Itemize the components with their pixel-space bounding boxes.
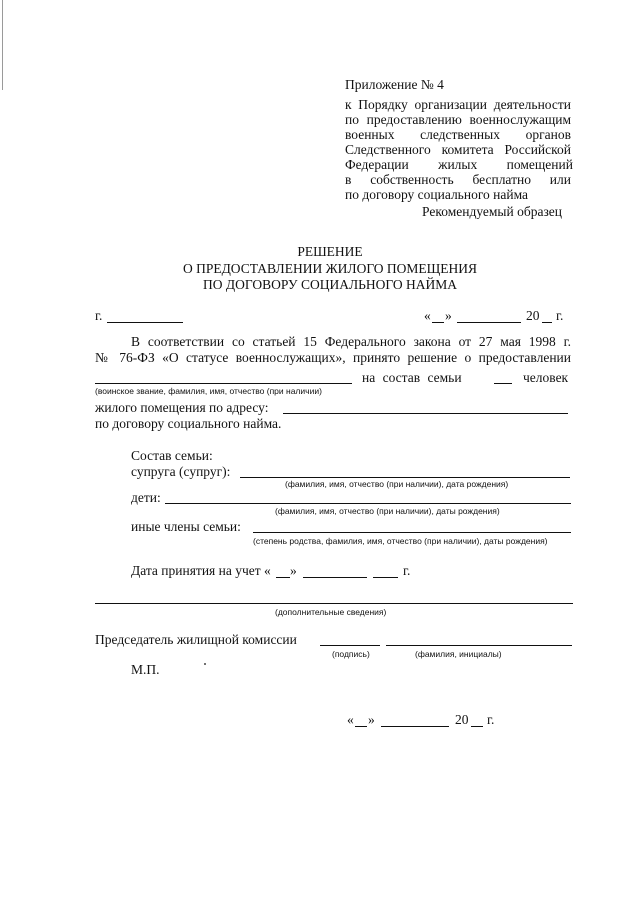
address-field[interactable] <box>283 413 568 414</box>
spouse-label: супруга (супруг): <box>131 464 231 479</box>
bottom-year-field[interactable] <box>471 726 483 727</box>
persons-label: человек <box>523 370 569 385</box>
city-prefix: г. <box>95 308 103 323</box>
address-label: жилого помещения по адресу: <box>95 400 269 415</box>
city-field[interactable] <box>107 322 183 323</box>
appendix-line-5: Федерации жилых помещений <box>345 157 573 172</box>
registration-month-field[interactable] <box>303 577 367 578</box>
children-field[interactable] <box>165 503 571 504</box>
rank-name-caption: (воинское звание, фамилия, имя, отчество (при наличии) <box>95 386 322 396</box>
children-label: дети: <box>131 490 161 505</box>
year-suffix: г. <box>556 308 564 323</box>
family-title: Состав семьи: <box>131 448 213 463</box>
bottom-date-open-quote: « <box>347 712 354 727</box>
sample-note: Рекомендуемый образец <box>422 204 563 219</box>
registration-year-field[interactable] <box>373 577 398 578</box>
signature-field[interactable] <box>320 645 380 646</box>
spouse-caption: (фамилия, имя, отчество (при наличии), дата рождения) <box>285 479 509 489</box>
bottom-day-field[interactable] <box>355 726 367 727</box>
scan-margin-line <box>2 0 3 90</box>
chairman-name-caption: (фамилия, инициалы) <box>415 649 502 659</box>
bottom-year-suffix: г. <box>487 712 495 727</box>
additional-info-field[interactable] <box>95 603 573 604</box>
body-line-1: В соответствии со статьей 15 Федерального закона от 27 мая 1998 г. <box>131 334 571 349</box>
bottom-year-prefix: 20 <box>455 712 469 727</box>
year-field[interactable] <box>542 322 552 323</box>
month-field[interactable] <box>457 322 521 323</box>
date-open-quote: « <box>424 308 431 323</box>
children-caption: (фамилия, имя, отчество (при наличии), даты рождения) <box>275 506 500 516</box>
scan-speck <box>204 663 206 665</box>
bottom-month-field[interactable] <box>381 726 449 727</box>
registration-day-field[interactable] <box>276 577 290 578</box>
body-line-2: № 76-ФЗ «О статусе военнослужащих», принято решение о предоставлении <box>95 350 571 365</box>
family-size-label: на состав семьи <box>362 370 462 385</box>
stamp-label: М.П. <box>131 662 160 677</box>
chairman-name-field[interactable] <box>386 645 572 646</box>
appendix-line-2: по предоставлению военнослужащим <box>345 112 571 127</box>
rank-name-field[interactable] <box>95 383 352 384</box>
heading-line-2: О ПРЕДОСТАВЛЕНИИ ЖИЛОГО ПОМЕЩЕНИЯ <box>182 261 478 276</box>
day-field[interactable] <box>432 322 444 323</box>
others-caption: (степень родства, фамилия, имя, отчество (при наличии), даты рождения) <box>253 536 548 546</box>
spouse-field[interactable] <box>240 477 570 478</box>
appendix-line-7: по договору социального найма <box>345 187 529 202</box>
registration-close-quote: » <box>290 563 297 578</box>
heading-line-1: РЕШЕНИЕ <box>297 244 363 259</box>
appendix-line-1: к Порядку организации деятельности <box>345 97 571 112</box>
additional-info-caption: (дополнительные сведения) <box>275 607 387 617</box>
heading-line-3: ПО ДОГОВОРУ СОЦИАЛЬНОГО НАЙМА <box>203 277 457 292</box>
signature-caption: (подпись) <box>332 649 370 659</box>
others-label: иные члены семьи: <box>131 519 241 534</box>
others-field[interactable] <box>253 532 571 533</box>
year-prefix: 20 <box>526 308 540 323</box>
appendix-line-6: в собственность бесплатно или <box>345 172 571 187</box>
appendix-line-3: военных следственных органов <box>345 127 571 142</box>
bottom-date-close-quote: » <box>368 712 375 727</box>
registration-label: Дата принятия на учет « <box>131 563 271 578</box>
appendix-title: Приложение № 4 <box>345 77 444 92</box>
appendix-line-4: Следственного комитета Российской <box>345 142 571 157</box>
family-size-field[interactable] <box>494 383 512 384</box>
date-close-quote: » <box>445 308 452 323</box>
chairman-label: Председатель жилищной комиссии <box>95 632 297 647</box>
registration-year-suffix: г. <box>403 563 411 578</box>
social-rent-line: по договору социального найма. <box>95 416 282 431</box>
